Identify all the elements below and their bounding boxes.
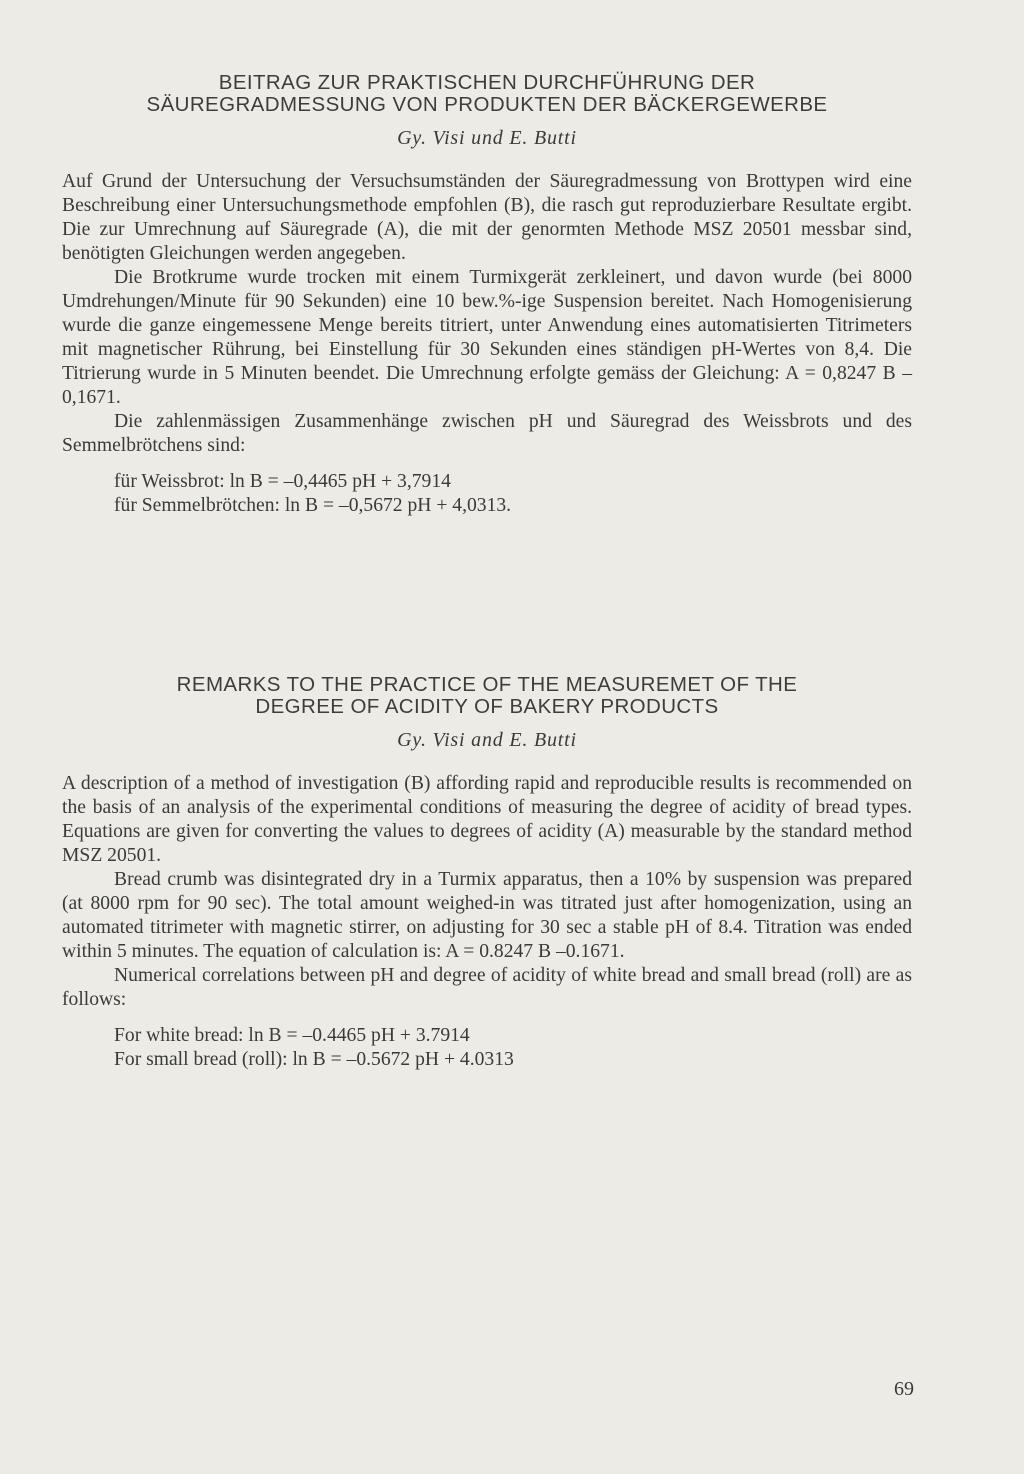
title-line: REMARKS TO THE PRACTICE OF THE MEASUREMET OF THE <box>176 673 798 696</box>
abstract-english <box>62 674 912 1072</box>
formula-block-german <box>62 470 912 518</box>
paragraph: Bread crumb was disintegrated dry in a Turmix apparatus, then a 10% by suspension was prepared (at 8000 rpm for 90 sec). The total amount weighed-in was titrated just after homogenization, using an automated titrimeter with magnetic stirrer, on adjusting for 30 sec a stable pH of 8.4. Titration was ended within 5 minutes. The equation of calculation is: A = 0.8247 B –0.1671. <box>62 869 912 962</box>
page-number: 69 <box>894 1378 914 1400</box>
title-line: BEITRAG ZUR PRAKTISCHEN DURCHFÜHRUNG DER <box>218 71 756 94</box>
abstract-title-german <box>62 72 912 116</box>
formula: für Weissbrot: ln B = –0,4465 pH + 3,7914 <box>114 471 451 492</box>
authors-english: Gy. Visi and E. Butti <box>397 729 577 751</box>
title-line: SÄUREGRADMESSUNG VON PRODUKTEN DER BÄCKERGEWERBE <box>146 93 828 116</box>
formula: für Semmelbrötchen: ln B = –0,5672 pH + 4,0313. <box>114 495 512 516</box>
authors-german: Gy. Visi und E. Butti <box>397 127 577 149</box>
formula-block-english <box>62 1024 912 1072</box>
paragraph: Die zahlenmässigen Zusammenhänge zwischen pH und Säuregrad des Weissbrots und des Semmelbrötchens sind: <box>62 411 912 456</box>
paragraph: A description of a method of investigation (B) affording rapid and reproducible results is recommended on the basis of an analysis of the experimental conditions of measuring the degree of acidity of bread types. Equations are given for converting the values to degrees of acidity (A) measurable by the standard method MSZ 20501. <box>62 773 912 866</box>
abstract-german <box>62 72 912 518</box>
paragraph: Numerical correlations between pH and degree of acidity of white bread and small bread (roll) are as follows: <box>62 965 912 1010</box>
title-line: DEGREE OF ACIDITY OF BAKERY PRODUCTS <box>255 695 719 718</box>
formula: For small bread (roll): ln B = –0.5672 pH + 4.0313 <box>114 1049 514 1070</box>
abstract-title-english <box>62 674 912 718</box>
paragraph: Die Brotkrume wurde trocken mit einem Turmixgerät zerkleinert, und davon wurde (bei 8000 Umdrehungen/Minute für 90 Sekunden) eine 10 bew.%-ige Suspension bereitet. Nach Homogenisierung wurde die ganze eingemessene Menge bereits titriert, unter Anwendung eines automatisierten Titrimeters mit magnetischer Rührung, bei Einstellung für 30 Sekunden eines ständigen pH-Wertes von 8,4. Die Titrierung wurde in 5 Minuten beendet. Die Umrechnung erfolgte gemäss der Gleichung: A = 0,8247 B – 0,1671. <box>62 267 912 408</box>
paragraph: Auf Grund der Untersuchung der Versuchsumständen der Säuregradmessung von Brottypen wird eine Beschreibung einer Untersuchungsmethode empfohlen (B), die rasch gut reproduzierbare Resultate ergibt. Die zur Umrechnung auf Säuregrade (A), die mit der genormten Methode MSZ 20501 messbar sind, benötigten Gleichungen werden angegeben. <box>62 171 912 264</box>
formula: For white bread: ln B = –0.4465 pH + 3.7914 <box>114 1025 470 1046</box>
